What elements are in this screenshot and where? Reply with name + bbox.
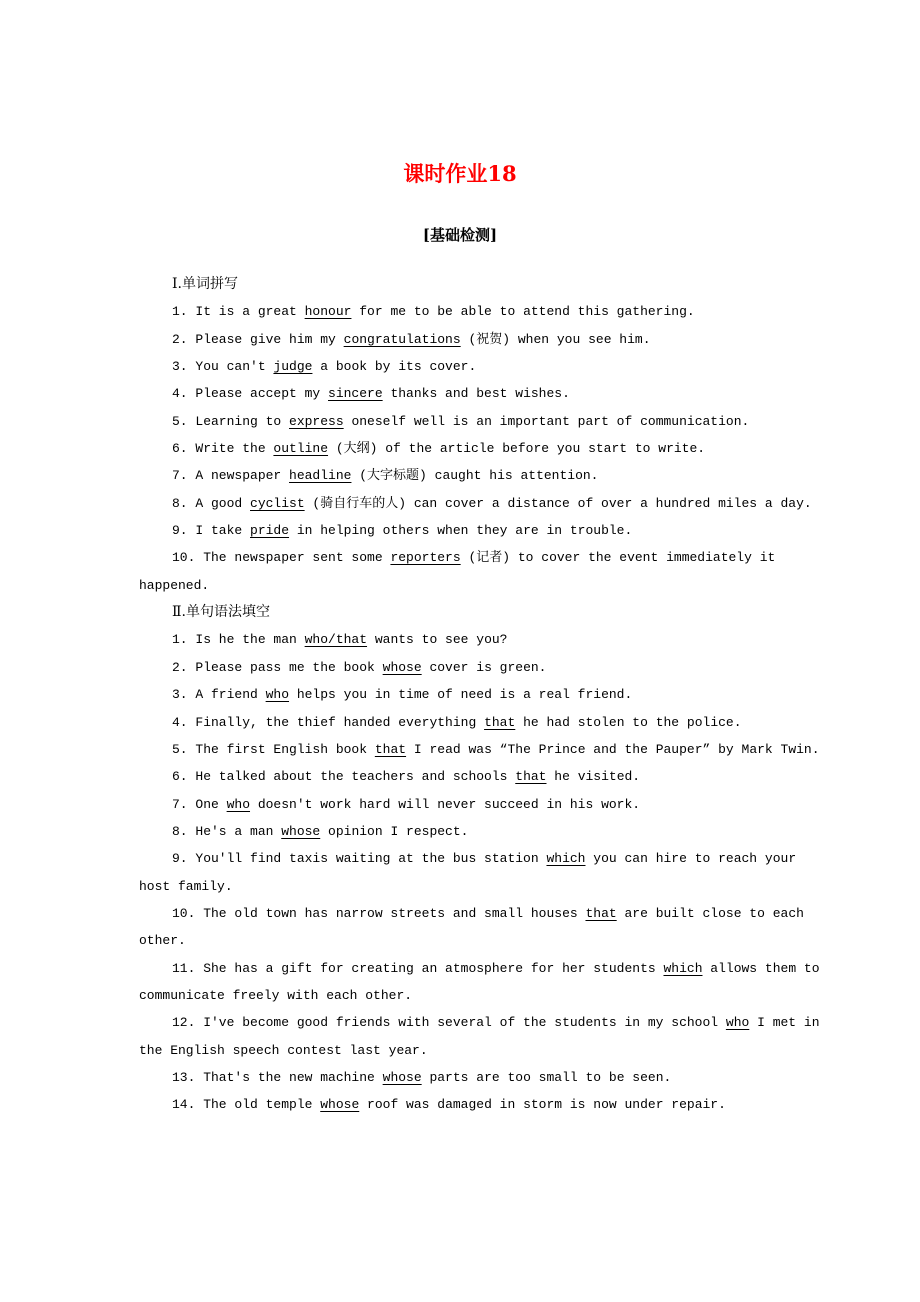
item-text: are built close to each other. (139, 905, 804, 949)
answer-word: whose (382, 1069, 422, 1085)
answer-word: who (265, 687, 290, 703)
item-text: you can hire to reach your host family. (139, 851, 797, 894)
item-text: a book by its cover. (312, 359, 477, 375)
item-text: 6. He talked about the teachers and schools (172, 769, 516, 785)
answer-word: that (484, 714, 516, 730)
item-text: (大字标题) caught his attention. (351, 468, 599, 484)
exercise-item (139, 1064, 825, 1091)
answer-word: that (374, 741, 407, 757)
exercise-item (139, 462, 825, 489)
exercise-item (139, 326, 825, 353)
answer-word: sincere (328, 386, 383, 402)
exercise-item (139, 435, 825, 462)
exercise-item (139, 955, 825, 1010)
item-text: (记者) to cover the event immediately it happened. (139, 550, 776, 593)
exercise-item (139, 763, 825, 790)
section-heading: Ⅱ.单句语法填空 (172, 604, 270, 621)
answer-word: judge (273, 359, 313, 375)
answer-word: pride (250, 523, 290, 539)
answer-word: whose (382, 659, 422, 675)
exercise-item (139, 298, 825, 325)
section-subtitle: [基础检测] (422, 226, 498, 244)
item-text: allows them to communicate freely with each other. (139, 960, 820, 1003)
item-text: 4. Finally, the thief handed everything (172, 714, 485, 730)
item-text: 3. You can't (172, 359, 274, 375)
answer-word: outline (273, 441, 329, 457)
item-text: 7. One (172, 796, 227, 812)
answer-word: honour (304, 304, 352, 320)
exercise-item (139, 544, 825, 599)
item-text: he had stolen to the police. (515, 714, 742, 730)
item-text: thanks and best wishes. (382, 386, 570, 402)
exercise-item (139, 654, 825, 681)
item-text: 1. Is he the man (172, 632, 305, 648)
item-text: for me to be able to attend this gathering. (351, 304, 695, 320)
item-text: he visited. (546, 769, 641, 785)
item-text: (骑自行车的人) can cover a distance of over a hundred miles a day. (304, 495, 812, 511)
item-text: roof was damaged in storm is now under repair. (359, 1097, 726, 1113)
item-text: 9. I take (172, 523, 251, 539)
answer-word: which (546, 851, 586, 867)
exercise-item (139, 845, 825, 900)
exercise-item (139, 517, 825, 544)
item-text: 3. A friend (172, 687, 266, 703)
item-text: 9. You'll find taxis waiting at the bus station (172, 851, 547, 867)
item-text: helps you in time of need is a real friend. (289, 687, 633, 703)
answer-word: who/that (304, 632, 368, 648)
page-title: 课时作业18 (403, 161, 517, 186)
item-text: 4. Please accept my (172, 386, 329, 402)
item-text: 2. Please pass me the book (172, 659, 383, 675)
section-heading: Ⅰ.单词拼写 (172, 276, 238, 292)
exercise-item (139, 900, 825, 955)
answer-word: whose (281, 823, 321, 839)
item-text: 1. It is a great (172, 304, 305, 320)
exercise-item (139, 818, 825, 845)
answer-word: which (663, 960, 703, 976)
item-text: doesn't work hard will never succeed in his work. (250, 796, 641, 812)
answer-word: that (585, 905, 617, 921)
item-text: wants to see you? (367, 632, 508, 648)
item-text: 11. She has a gift for creating an atmosphere for her students (172, 960, 664, 976)
item-text: cover is green. (421, 659, 547, 675)
answer-word: headline (289, 468, 352, 484)
exercise-item (139, 380, 825, 407)
item-text: parts are too small to be seen. (421, 1069, 672, 1085)
item-text: 13. That's the new machine (172, 1069, 383, 1085)
answer-word: that (515, 769, 547, 785)
item-text: opinion I respect. (320, 823, 469, 839)
answer-word: reporters (390, 550, 461, 566)
item-text: (大纲) of the article before you start to write. (328, 441, 706, 457)
exercise-item (139, 791, 825, 818)
exercise-item (139, 709, 825, 736)
exercise-item (139, 736, 825, 763)
item-text: I met in the English speech contest last year. (139, 1015, 820, 1058)
answer-word: cyclist (250, 495, 305, 511)
exercise-item (139, 353, 825, 380)
item-text: 12. I've become good friends with several of the students in my school (172, 1015, 726, 1031)
item-text: 14. The old temple (172, 1097, 321, 1113)
answer-word: who (226, 796, 251, 812)
item-text: 6. Write the (172, 441, 274, 457)
item-text: 10. The old town has narrow streets and small houses (172, 905, 586, 921)
item-text: 8. He's a man (172, 823, 282, 839)
item-text: (祝贺) when you see him. (460, 331, 651, 347)
exercise-content (139, 271, 825, 1119)
item-text: 2. Please give him my (172, 331, 344, 347)
item-text: 7. A newspaper (172, 468, 290, 484)
item-text: oneself well is an important part of communication. (343, 413, 750, 429)
item-text: 5. The first English book (172, 741, 375, 757)
exercise-item (139, 681, 825, 708)
answer-word: congratulations (343, 331, 461, 347)
item-text: in helping others when they are in trouble. (289, 523, 633, 539)
exercise-item (139, 490, 825, 517)
answer-word: express (289, 413, 344, 429)
answer-word: who (725, 1015, 750, 1031)
item-text: 10. The newspaper sent some (172, 550, 391, 566)
exercise-item (139, 1091, 825, 1118)
exercise-item (139, 626, 825, 653)
item-text: 8. A good (172, 495, 251, 511)
exercise-item (139, 408, 825, 435)
item-text: I read was “The Prince and the Pauper” by Mark Twin. (406, 741, 820, 757)
exercise-item (139, 1009, 825, 1064)
answer-word: whose (320, 1097, 360, 1113)
item-text: 5. Learning to (172, 413, 290, 429)
